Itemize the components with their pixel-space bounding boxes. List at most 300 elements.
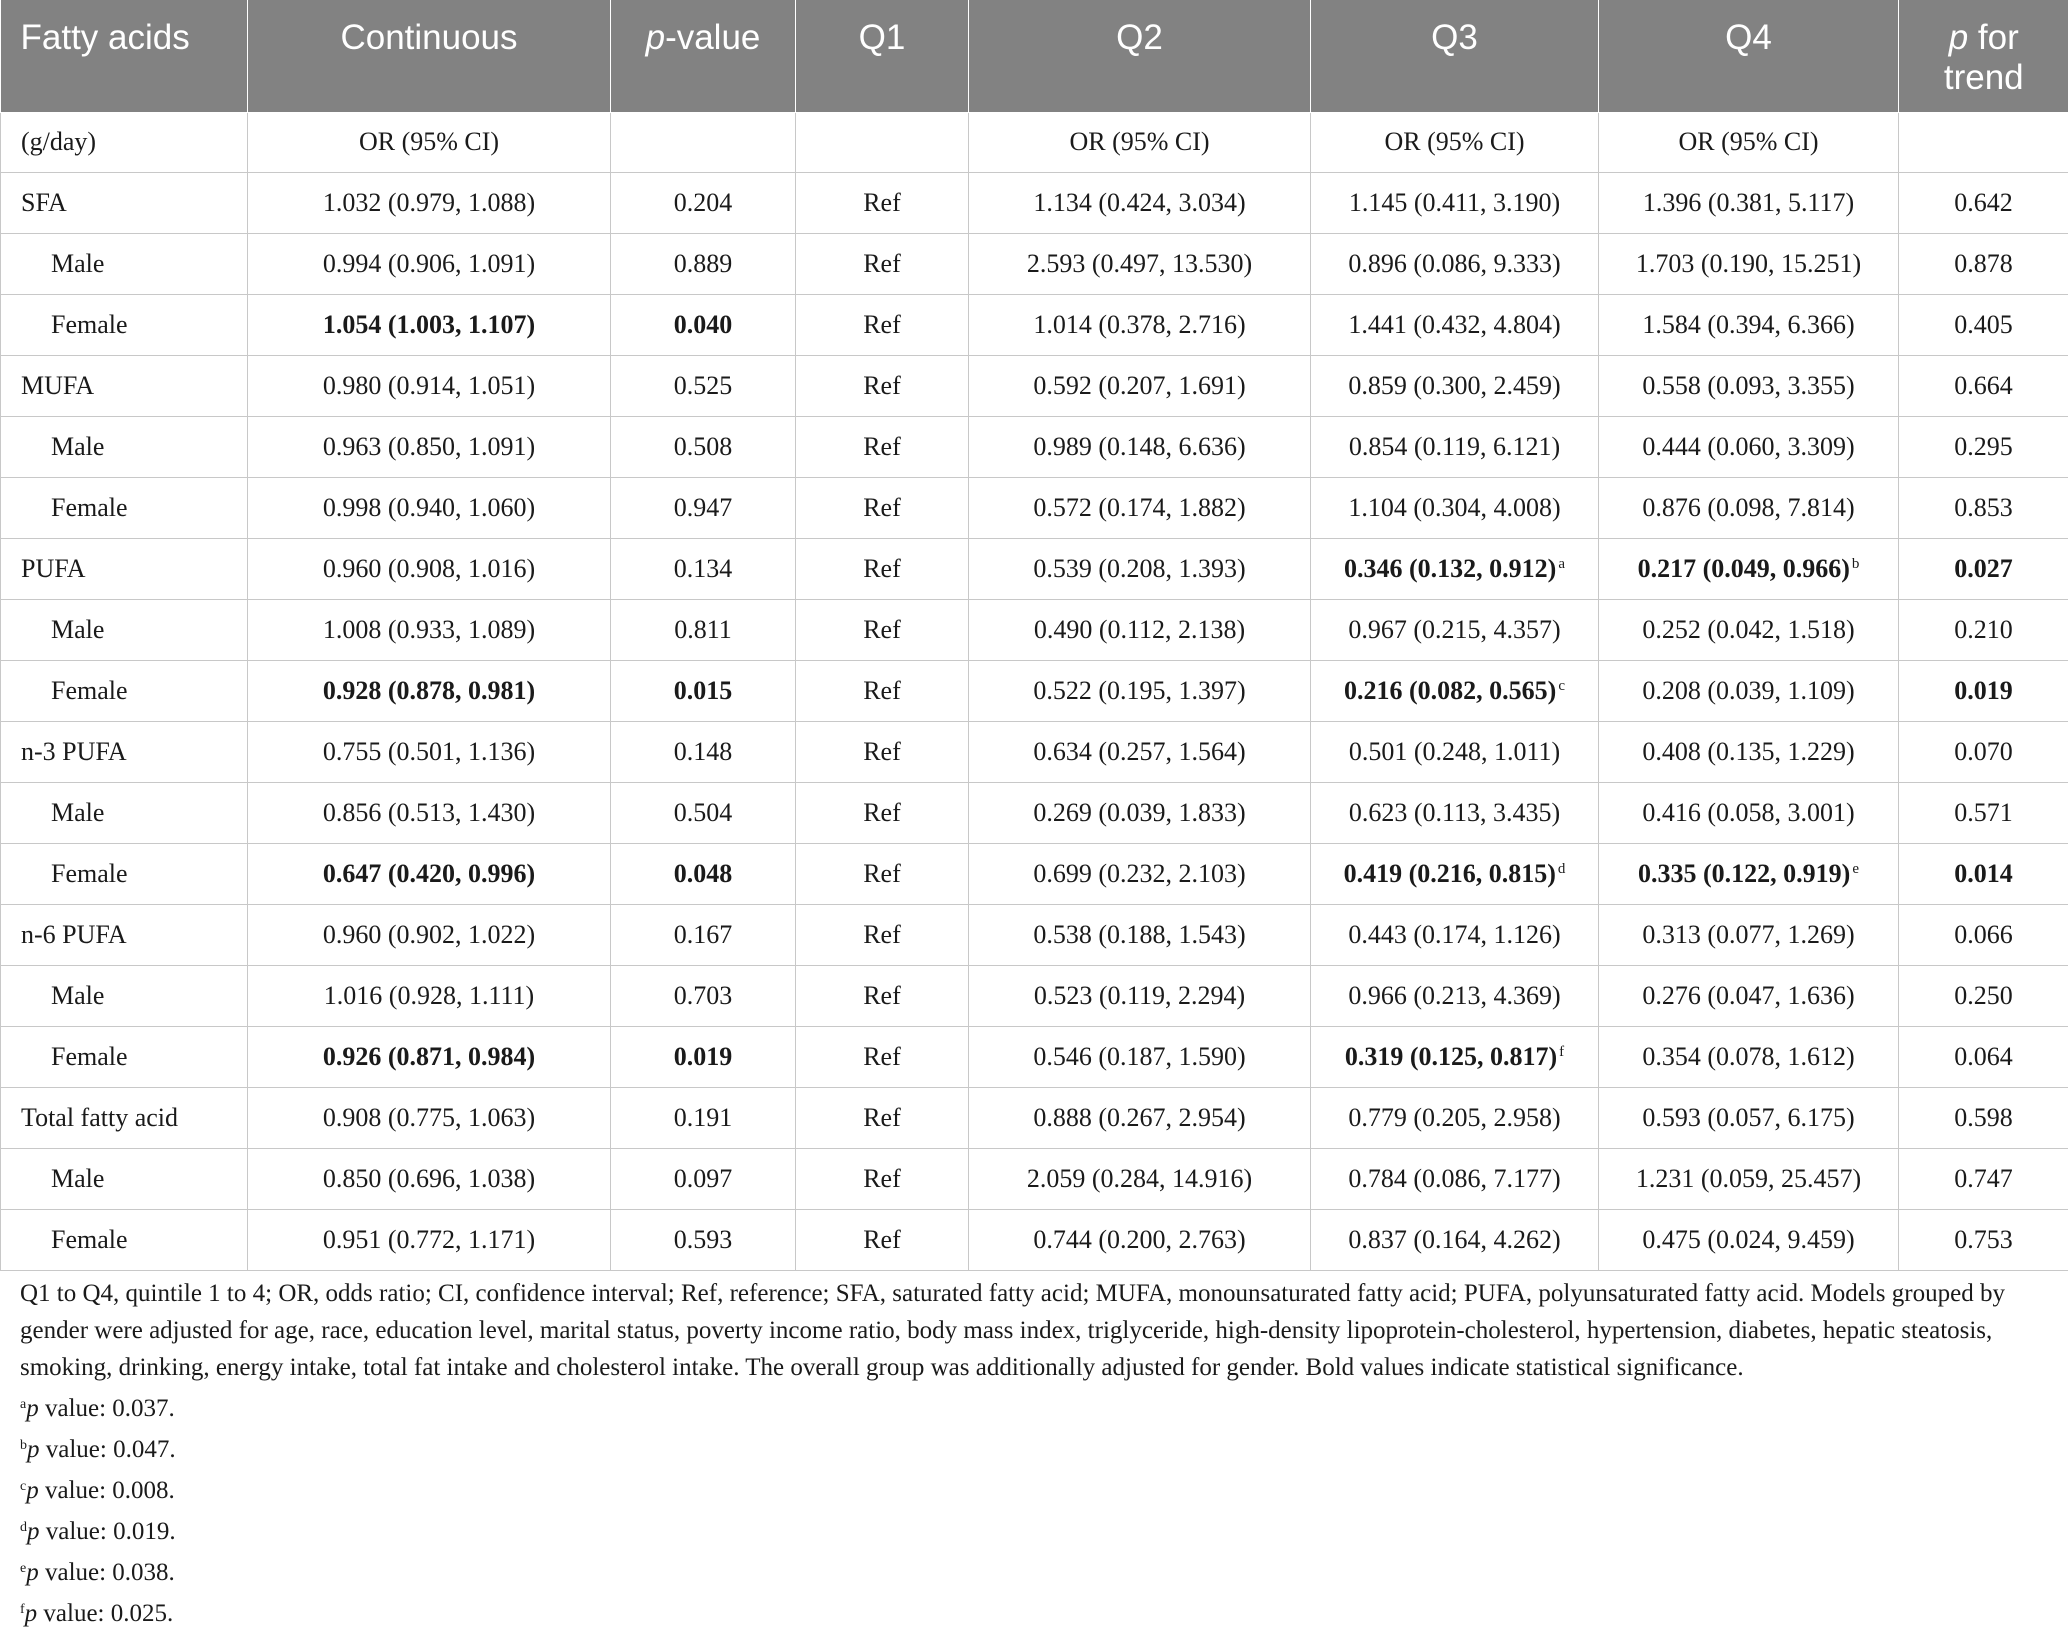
cell-continuous [248,965,611,1026]
cell-value: 0.040 [674,310,733,339]
cell-q3 [1311,1026,1599,1087]
cell-q2 [969,721,1311,782]
cell-value: 0.779 (0.205, 2.958) [1348,1103,1560,1132]
cell-value: Ref [863,1225,901,1254]
footnote-d [20,1509,2050,1550]
cell-value: 0.523 (0.119, 2.294) [1034,981,1245,1010]
cell-p-trend [1899,172,2068,233]
cell-value: Ref [863,188,901,217]
footnote-c [20,1468,2050,1509]
cell-value: 0.598 [1954,1103,2013,1132]
cell-value: 0.419 (0.216, 0.815) [1344,859,1556,888]
cell-value: 0.784 (0.086, 7.177) [1348,1164,1560,1193]
cell-q1 [796,1026,969,1087]
cell-p-trend [1899,1026,2068,1087]
cell-p-trend [1899,599,2068,660]
footnote-p: p [26,1559,39,1586]
cell-value: Ref [863,737,901,766]
cell-value: 1.054 (1.003, 1.107) [323,310,535,339]
cell-value: 0.276 (0.047, 1.636) [1642,981,1854,1010]
cell-q3 [1311,416,1599,477]
cell-continuous [248,416,611,477]
cell-p-value [611,721,796,782]
header-p-italic: p [646,18,665,57]
cell-q2 [969,782,1311,843]
cell-q1 [796,233,969,294]
cell-p-trend [1899,660,2068,721]
header-p-trend-italic: p [1949,18,1968,57]
cell-value: Ref [863,432,901,461]
cell-value: 0.354 (0.078, 1.612) [1642,1042,1854,1071]
units-p-value [611,112,796,172]
cell-p-value [611,172,796,233]
cell-q1 [796,904,969,965]
cell-value: 0.539 (0.208, 1.393) [1033,554,1245,583]
footnote-mark: c [20,1479,26,1494]
row-label: SFA [1,172,248,233]
cell-p-trend [1899,721,2068,782]
footnote-mark: e [20,1561,26,1576]
cell-value: 0.048 [674,859,733,888]
cell-value: Ref [863,493,901,522]
cell-p-value [611,538,796,599]
row-label: Female [1,1209,248,1270]
cell-q2 [969,904,1311,965]
table-footnotes [20,1275,2050,1632]
cell-value: 0.837 (0.164, 4.262) [1348,1225,1560,1254]
cell-p-value [611,355,796,416]
cell-q4 [1599,660,1899,721]
cell-q4 [1599,782,1899,843]
cell-p-value [611,660,796,721]
cell-value: 0.850 (0.696, 1.038) [323,1164,535,1193]
cell-q1 [796,294,969,355]
cell-q4 [1599,1209,1899,1270]
cell-value: 0.747 [1954,1164,2013,1193]
cell-q3 [1311,1209,1599,1270]
footnote-mark: a [20,1397,26,1412]
cell-value: 0.623 (0.113, 3.435) [1349,798,1560,827]
cell-value: 0.066 [1954,920,2013,949]
footnote-marker: e [1852,861,1859,877]
footnote-a [20,1386,2050,1427]
footnote-mark: f [20,1602,25,1617]
cell-value: 0.097 [674,1164,733,1193]
cell-value: 1.396 (0.381, 5.117) [1643,188,1854,217]
cell-value: 0.571 [1954,798,2013,827]
cell-q1 [796,721,969,782]
row-label: Male [1,233,248,294]
cell-value: 0.269 (0.039, 1.833) [1033,798,1245,827]
cell-value: Ref [863,310,901,339]
table-row [1,1148,2068,1209]
footnote-abbreviations: Q1 to Q4, quintile 1 to 4; OR, odds ratio; CI, confidence interval; Ref, reference; SFA, saturated fatty acid; MUFA, monounsaturated fatty acid; PUFA, polyunsaturated fatty acid. Models grouped by gender were adjusted for age, race, education level, marital status, poverty income ratio, body mass index, triglyceride, high-density lipoprotein-cholesterol, hypertension, diabetes, hepatic steatosis, smoking, drinking, energy intake, total fat intake and cholesterol intake. The overall group was additionally adjusted for gender. Bold values indicate statistical significance. [20,1275,2050,1386]
row-label: Male [1,1148,248,1209]
cell-value: 0.134 [674,554,733,583]
cell-p-value [611,965,796,1026]
cell-p-trend [1899,233,2068,294]
header-continuous: Continuous [248,0,611,112]
cell-value: 0.994 (0.906, 1.091) [323,249,535,278]
cell-value: 0.490 (0.112, 2.138) [1034,615,1245,644]
cell-continuous [248,1087,611,1148]
cell-p-value [611,294,796,355]
cell-q2 [969,965,1311,1026]
row-label: Total fatty acid [1,1087,248,1148]
table-row [1,416,2068,477]
header-q2: Q2 [969,0,1311,112]
cell-value: 0.960 (0.902, 1.022) [323,920,535,949]
cell-p-value [611,599,796,660]
cell-q2 [969,294,1311,355]
cell-value: 0.416 (0.058, 3.001) [1642,798,1854,827]
row-label: Male [1,965,248,1026]
cell-value: 0.522 (0.195, 1.397) [1033,676,1245,705]
cell-value: 0.475 (0.024, 9.459) [1642,1225,1854,1254]
cell-value: 0.027 [1954,554,2013,583]
cell-continuous [248,172,611,233]
cell-q3 [1311,721,1599,782]
cell-value: 0.504 [674,798,733,827]
header-p-value-rest: -value [665,18,760,57]
header-q4: Q4 [1599,0,1899,112]
cell-value: 0.753 [1954,1225,2013,1254]
cell-continuous [248,660,611,721]
cell-value: 0.335 (0.122, 0.919) [1638,859,1850,888]
cell-value: 0.928 (0.878, 0.981) [323,676,535,705]
table-row [1,660,2068,721]
cell-p-value [611,782,796,843]
cell-value: 0.963 (0.850, 1.091) [323,432,535,461]
cell-continuous [248,843,611,904]
cell-q4 [1599,172,1899,233]
cell-value: 0.811 [674,615,732,644]
cell-q3 [1311,599,1599,660]
cell-continuous [248,782,611,843]
cell-p-trend [1899,1087,2068,1148]
cell-value: 0.070 [1954,737,2013,766]
cell-value: 1.134 (0.424, 3.034) [1033,188,1245,217]
cell-value: 0.508 [674,432,733,461]
header-p-value [611,0,796,112]
cell-value: 0.664 [1954,371,2013,400]
cell-p-trend [1899,782,2068,843]
cell-q1 [796,416,969,477]
cell-value: 0.019 [1954,676,2013,705]
cell-p-value [611,1148,796,1209]
row-label: n-6 PUFA [1,904,248,965]
cell-value: 0.444 (0.060, 3.309) [1642,432,1854,461]
footnote-text: value: 0.019. [40,1518,176,1545]
cell-value: 0.744 (0.200, 2.763) [1033,1225,1245,1254]
cell-p-value [611,233,796,294]
cell-value: Ref [863,1103,901,1132]
header-fatty-acids: Fatty acids [1,0,248,112]
cell-value: 0.878 [1954,249,2013,278]
table-row [1,477,2068,538]
cell-q1 [796,1148,969,1209]
header-p-trend-rest: for trend [1944,18,2024,97]
cell-value: 0.989 (0.148, 6.636) [1033,432,1245,461]
row-label: PUFA [1,538,248,599]
table-row [1,1026,2068,1087]
cell-value: 0.015 [674,676,733,705]
footnote-text: value: 0.025. [37,1600,173,1627]
cell-value: 0.313 (0.077, 1.269) [1642,920,1854,949]
cell-value: 1.104 (0.304, 4.008) [1348,493,1560,522]
cell-value: 0.859 (0.300, 2.459) [1348,371,1560,400]
table-row [1,965,2068,1026]
cell-q1 [796,538,969,599]
cell-value: 1.032 (0.979, 1.088) [323,188,535,217]
cell-continuous [248,538,611,599]
cell-value: 0.980 (0.914, 1.051) [323,371,535,400]
cell-q4 [1599,294,1899,355]
cell-value: 0.908 (0.775, 1.063) [323,1103,535,1132]
cell-q3 [1311,660,1599,721]
table-row [1,1087,2068,1148]
cell-value: 0.634 (0.257, 1.564) [1033,737,1245,766]
cell-p-trend [1899,477,2068,538]
cell-value: 0.295 [1954,432,2013,461]
cell-continuous [248,1209,611,1270]
cell-q2 [969,477,1311,538]
footnote-text: value: 0.047. [40,1436,176,1463]
cell-value: 0.210 [1954,615,2013,644]
cell-q1 [796,172,969,233]
row-label: Female [1,1026,248,1087]
cell-value: Ref [863,554,901,583]
header-row [1,0,2068,112]
cell-value: 0.998 (0.940, 1.060) [323,493,535,522]
units-label: (g/day) [1,112,248,172]
cell-q3 [1311,1148,1599,1209]
cell-value: Ref [863,676,901,705]
cell-continuous [248,1026,611,1087]
table-row [1,904,2068,965]
cell-value: 2.059 (0.284, 14.916) [1027,1164,1252,1193]
cell-value: 0.250 [1954,981,2013,1010]
cell-q3 [1311,355,1599,416]
cell-value: 1.584 (0.394, 6.366) [1642,310,1854,339]
cell-value: Ref [863,249,901,278]
cell-q3 [1311,538,1599,599]
cell-value: 1.014 (0.378, 2.716) [1033,310,1245,339]
cell-q2 [969,1209,1311,1270]
cell-value: 0.966 (0.213, 4.369) [1348,981,1560,1010]
cell-value: 1.231 (0.059, 25.457) [1636,1164,1861,1193]
cell-value: 0.853 [1954,493,2013,522]
cell-q4 [1599,355,1899,416]
cell-value: 0.593 (0.057, 6.175) [1642,1103,1854,1132]
footnote-p: p [27,1436,40,1463]
cell-value: 0.064 [1954,1042,2013,1071]
cell-value: Ref [863,1042,901,1071]
cell-continuous [248,355,611,416]
cell-q1 [796,477,969,538]
cell-q3 [1311,477,1599,538]
footnote-mark: b [20,1438,27,1453]
footnote-e [20,1550,2050,1591]
row-label: Female [1,843,248,904]
cell-p-value [611,1026,796,1087]
cell-q4 [1599,965,1899,1026]
units-q3: OR (95% CI) [1311,112,1599,172]
cell-value: 0.525 [674,371,733,400]
cell-q2 [969,172,1311,233]
footnote-b [20,1427,2050,1468]
cell-q1 [796,782,969,843]
footnote-mark: d [20,1520,27,1535]
cell-q1 [796,660,969,721]
cell-value: Ref [863,615,901,644]
cell-q1 [796,355,969,416]
cell-value: 0.854 (0.119, 6.121) [1349,432,1560,461]
cell-value: 0.876 (0.098, 7.814) [1642,493,1854,522]
footnote-p: p [27,1518,40,1545]
cell-p-value [611,416,796,477]
cell-p-trend [1899,538,2068,599]
cell-continuous [248,599,611,660]
footnote-marker: c [1558,678,1565,694]
cell-q4 [1599,538,1899,599]
table-row [1,294,2068,355]
cell-p-trend [1899,1148,2068,1209]
cell-p-value [611,1087,796,1148]
table-row [1,1209,2068,1270]
cell-value: Ref [863,1164,901,1193]
cell-value: 0.216 (0.082, 0.565) [1344,676,1556,705]
cell-q4 [1599,1148,1899,1209]
cell-p-trend [1899,294,2068,355]
footnote-marker: a [1558,556,1565,572]
units-continuous: OR (95% CI) [248,112,611,172]
footnote-marker: d [1558,861,1566,877]
cell-value: 0.960 (0.908, 1.016) [323,554,535,583]
cell-q4 [1599,843,1899,904]
cell-p-trend [1899,965,2068,1026]
footnote-text: value: 0.008. [39,1477,175,1504]
cell-value: 0.405 [1954,310,2013,339]
row-label: n-3 PUFA [1,721,248,782]
cell-q2 [969,1026,1311,1087]
cell-value: 0.755 (0.501, 1.136) [323,737,535,766]
cell-continuous [248,904,611,965]
cell-value: 0.699 (0.232, 2.103) [1033,859,1245,888]
cell-q3 [1311,294,1599,355]
cell-q3 [1311,782,1599,843]
footnote-p: p [25,1600,38,1627]
row-label: MUFA [1,355,248,416]
cell-value: 0.443 (0.174, 1.126) [1348,920,1560,949]
cell-value: 0.967 (0.215, 4.357) [1348,615,1560,644]
cell-q4 [1599,721,1899,782]
cell-p-value [611,1209,796,1270]
cell-continuous [248,721,611,782]
cell-q2 [969,1087,1311,1148]
cell-q4 [1599,599,1899,660]
row-label: Male [1,599,248,660]
table-row [1,233,2068,294]
cell-q3 [1311,904,1599,965]
cell-p-trend [1899,843,2068,904]
cell-q2 [969,599,1311,660]
cell-value: 0.703 [674,981,733,1010]
cell-q2 [969,416,1311,477]
cell-value: Ref [863,798,901,827]
cell-q3 [1311,172,1599,233]
cell-value: 0.319 (0.125, 0.817) [1345,1042,1557,1071]
cell-value: 0.538 (0.188, 1.543) [1033,920,1245,949]
cell-p-trend [1899,1209,2068,1270]
cell-value: 0.926 (0.871, 0.984) [323,1042,535,1071]
footnote-p: p [26,1477,39,1504]
cell-q4 [1599,1087,1899,1148]
cell-p-value [611,843,796,904]
cell-value: 0.546 (0.187, 1.590) [1033,1042,1245,1071]
cell-q2 [969,660,1311,721]
cell-p-value [611,904,796,965]
units-q2: OR (95% CI) [969,112,1311,172]
cell-value: 0.888 (0.267, 2.954) [1033,1103,1245,1132]
cell-continuous [248,1148,611,1209]
cell-value: 0.148 [674,737,733,766]
header-q3: Q3 [1311,0,1599,112]
footnote-marker: f [1559,1044,1564,1060]
cell-q1 [796,1209,969,1270]
cell-value: 1.008 (0.933, 1.089) [323,615,535,644]
cell-value: Ref [863,371,901,400]
cell-value: Ref [863,981,901,1010]
units-p-trend [1899,112,2068,172]
cell-q1 [796,843,969,904]
cell-q4 [1599,904,1899,965]
table-row [1,599,2068,660]
table-row [1,172,2068,233]
cell-continuous [248,294,611,355]
cell-value: 0.951 (0.772, 1.171) [323,1225,535,1254]
table-row [1,355,2068,416]
cell-q2 [969,843,1311,904]
cell-value: 1.016 (0.928, 1.111) [324,981,534,1010]
cell-value: 0.592 (0.207, 1.691) [1033,371,1245,400]
units-q4: OR (95% CI) [1599,112,1899,172]
footnote-p: p [26,1395,39,1422]
cell-p-trend [1899,904,2068,965]
cell-value: 0.252 (0.042, 1.518) [1642,615,1854,644]
cell-q1 [796,965,969,1026]
cell-q2 [969,1148,1311,1209]
row-label: Female [1,294,248,355]
cell-value: 0.558 (0.093, 3.355) [1642,371,1854,400]
cell-p-trend [1899,416,2068,477]
cell-value: 0.856 (0.513, 1.430) [323,798,535,827]
footnote-f [20,1591,2050,1632]
cell-q3 [1311,843,1599,904]
cell-value: 0.889 [674,249,733,278]
cell-q1 [796,599,969,660]
table-row [1,538,2068,599]
cell-value: 0.191 [674,1103,733,1132]
cell-value: 0.642 [1954,188,2013,217]
cell-q4 [1599,477,1899,538]
cell-value: 0.019 [674,1042,733,1071]
footnote-text: value: 0.038. [39,1559,175,1586]
cell-value: 0.947 [674,493,733,522]
row-label: Male [1,416,248,477]
cell-value: 0.572 (0.174, 1.882) [1033,493,1245,522]
cell-q3 [1311,1087,1599,1148]
